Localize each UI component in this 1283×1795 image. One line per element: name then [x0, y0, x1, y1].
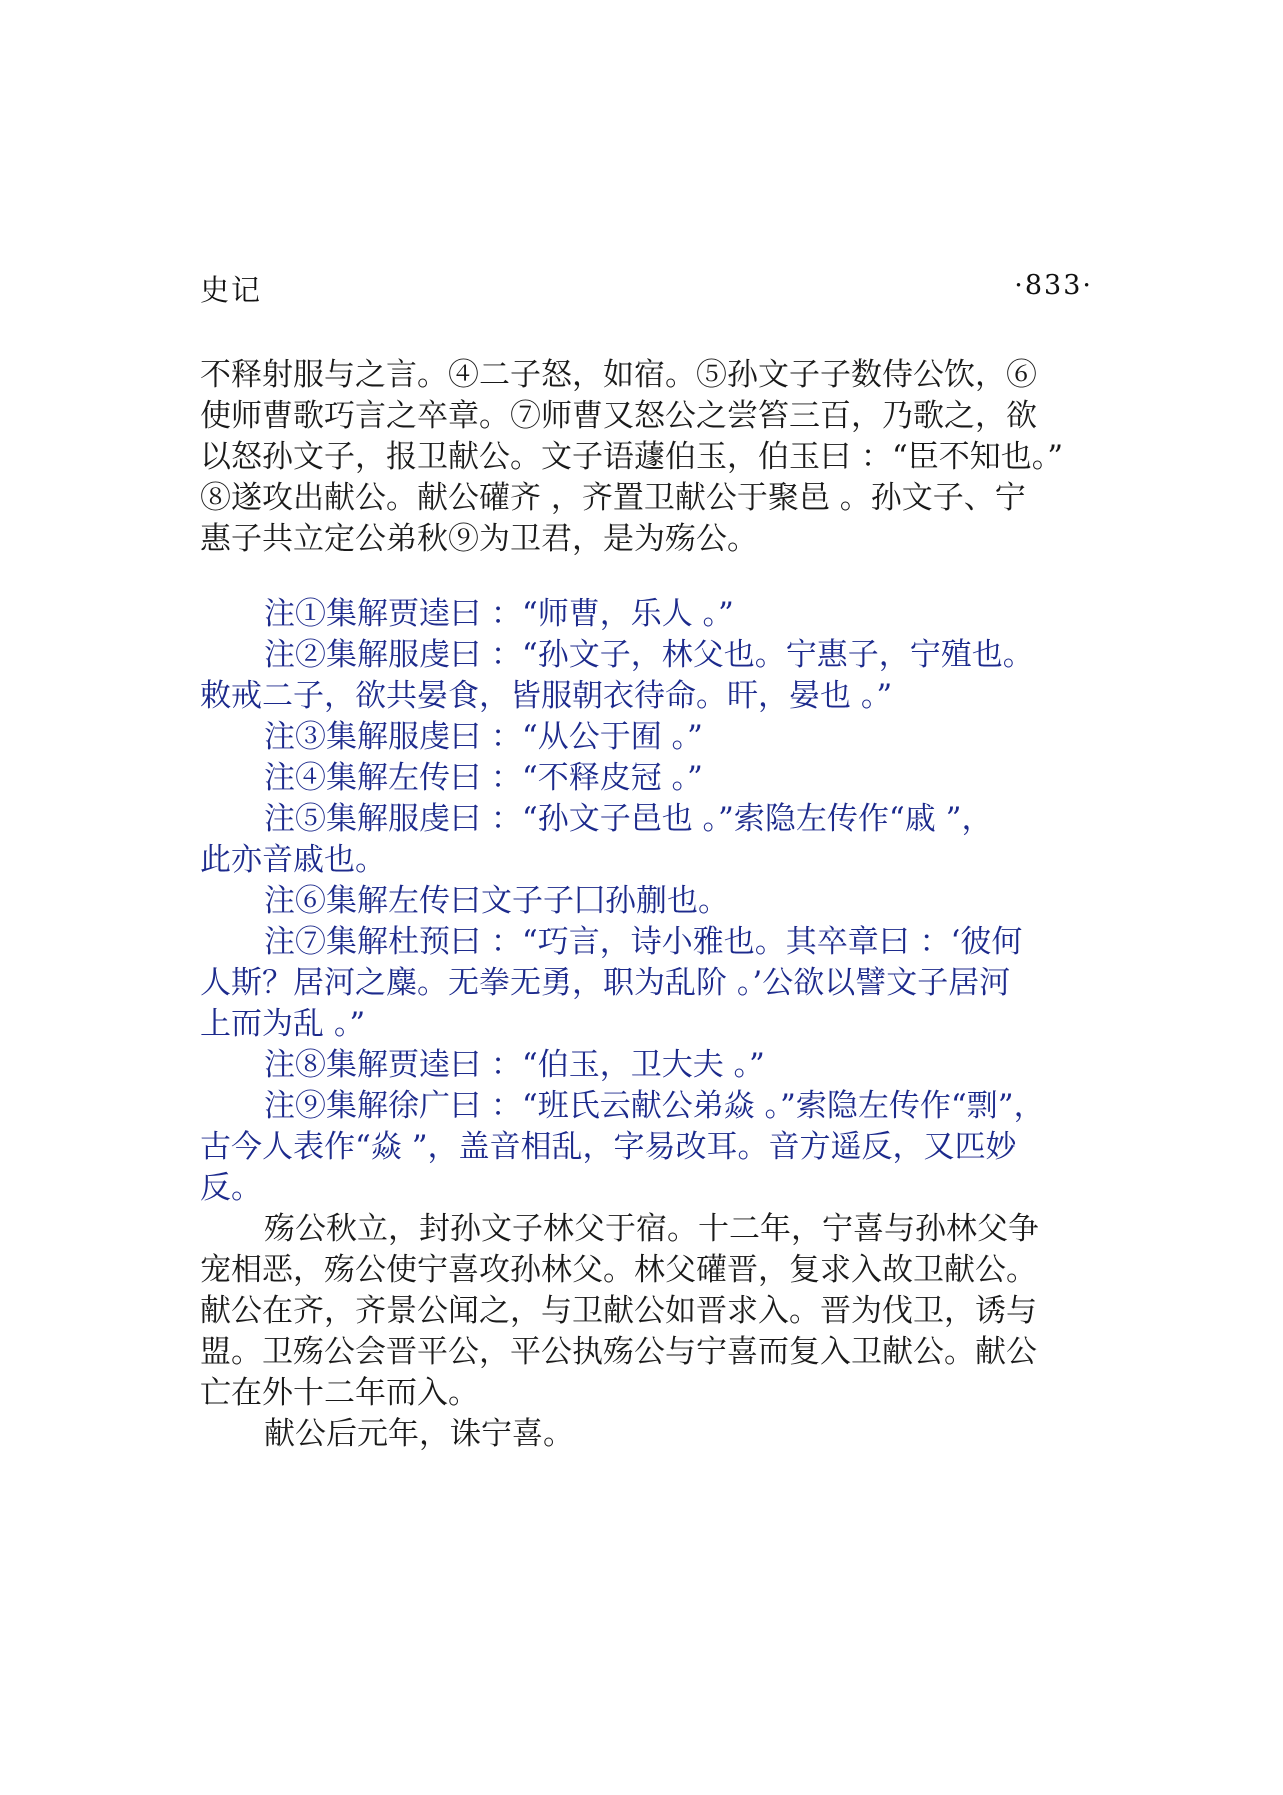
note-line: 注④集解左传曰 ：“不释皮冠 。”	[264, 760, 703, 796]
note-line: 注②集解服虔曰 ：“孙文子，林父也。宁惠子，宁殖也。	[264, 637, 1034, 673]
page-body	[200, 355, 1100, 1455]
page-number: ·833·	[1014, 270, 1093, 301]
text-line: 献公后元年，诛宁喜。	[264, 1416, 574, 1452]
text-line: 使师曹歌巧言之卒章。⑦师曹又怒公之尝笞三百，乃歌之，欲	[200, 398, 1037, 434]
note-line: 上而为乱 。”	[200, 1006, 366, 1042]
text-line: 以怒孙文子，报卫献公。文子语蘧伯玉，伯玉曰 ：“臣不知也。”	[200, 439, 1064, 475]
note-line: 古今人表作“焱 ”，盖音相乱，字易改耳。音方遥反，又匹妙	[200, 1129, 1017, 1165]
note-line: 注①集解贾逵曰 ：“师曹，乐人 。”	[264, 596, 734, 632]
text-line: 不释射服与之言。④二子怒，如宿。⑤孙文子子数侍公饮，⑥	[200, 357, 1037, 393]
note-line: 人斯？居河之麋。无拳无勇，职为乱阶 。’公欲以譬文子居河	[200, 965, 1011, 1001]
note-line: 注⑨集解徐广曰 ：“班氏云献公弟焱 。”索隐左传作“剽”，	[264, 1088, 1045, 1124]
text-line: 盟。卫殇公会晋平公，平公执殇公与宁喜而复入卫献公。献公	[200, 1334, 1037, 1370]
note-line: 注⑤集解服虔曰 ：“孙文子邑也 。”索隐左传作“戚 ”，	[264, 801, 993, 837]
main-paragraph-1	[200, 355, 1100, 560]
note-line: 注⑦集解杜预曰 ：“巧言，诗小雅也。其卒章曰 ：‘彼何	[264, 924, 1023, 960]
text-line: 献公在齐，齐景公闻之，与卫献公如晋求入。晋为伐卫，诱与	[200, 1293, 1037, 1329]
text-line: 惠子共立定公弟秋⑨为卫君，是为殇公。	[200, 521, 758, 557]
page-header	[200, 268, 1093, 308]
note-line: 注⑧集解贾逵曰 ：“伯玉，卫大夫 。”	[264, 1047, 765, 1083]
note-line: 此亦音戚也。	[200, 842, 386, 878]
note-line: 敕戒二子，欲共晏食，皆服朝衣待命。旰，晏也 。”	[200, 678, 893, 714]
text-line: ⑧遂攻出献公。献公礶齐 ，齐置卫献公于聚邑 。孙文子、宁	[200, 480, 1026, 516]
text-line: 亡在外十二年而入。	[200, 1375, 479, 1411]
paragraph-gap	[200, 560, 1100, 594]
notes-section	[200, 594, 1100, 1209]
text-line: 殇公秋立，封孙文子林父于宿。十二年，宁喜与孙林父争	[264, 1211, 1039, 1247]
note-line: 注③集解服虔曰 ：“从公于囿 。”	[264, 719, 703, 755]
text-line: 宠相恶，殇公使宁喜攻孙林父。林父礶晋，复求入故卫献公。	[200, 1252, 1037, 1288]
book-title: 史记	[200, 273, 263, 307]
main-paragraph-2	[200, 1209, 1100, 1455]
note-line: 反。	[200, 1170, 262, 1206]
note-line: 注⑥集解左传曰文子子囗孙蒯也。	[264, 883, 729, 919]
